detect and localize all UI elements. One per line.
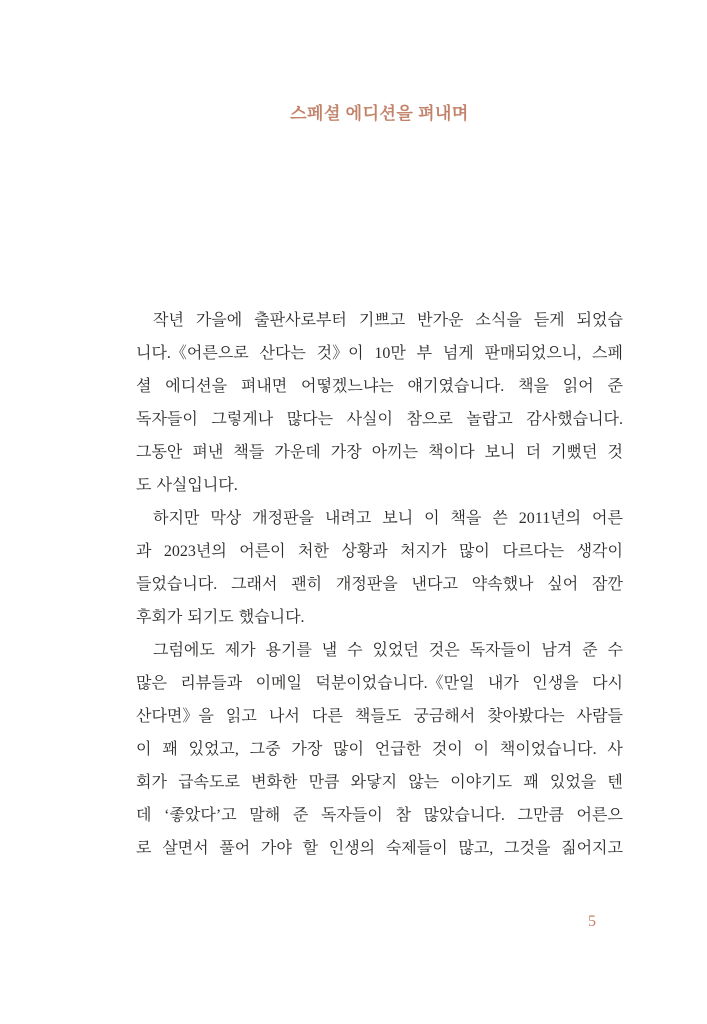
- text-line: 니다.《어른으로 산다는 것》이 10만 부 넘게 판매되었으니, 스페: [136, 345, 623, 362]
- text-line: 셜 에디션을 펴내면 어떻겠느냐는 얘기였습니다. 책을 읽어 준: [136, 378, 623, 395]
- page-number: 5: [588, 913, 596, 930]
- paragraph: [136, 634, 623, 865]
- text-line: 독자들이 그렇게나 많다는 사실이 참으로 놀랍고 감사했습니다.: [136, 411, 623, 428]
- text-line: 산다면》을 읽고 나서 다른 책들도 궁금해서 찾아봤다는 사람들: [136, 708, 623, 725]
- text-line: 회가 급속도로 변화한 만큼 와닿지 않는 이야기도 꽤 있었을 텐: [136, 774, 623, 791]
- text-line: 도 사실입니다.: [136, 477, 238, 494]
- text-line: 이 꽤 있었고, 그중 가장 많이 언급한 것이 이 책이었습니다. 사: [136, 741, 623, 758]
- text-line: 하지만 막상 개정판을 내려고 보니 이 책을 쓴 2011년의 어른: [153, 510, 623, 527]
- text-line: 그럼에도 제가 용기를 낼 수 있었던 것은 독자들이 남겨 준 수: [153, 642, 623, 659]
- text-line: 작년 가을에 출판사로부터 기쁘고 반가운 소식을 듣게 되었습: [153, 312, 623, 329]
- text-line: 로 살면서 풀어 가야 할 인생의 숙제들이 많고, 그것을 짊어지고: [136, 840, 623, 857]
- text-line: 과 2023년의 어른이 처한 상황과 처지가 많이 다르다는 생각이: [136, 543, 623, 560]
- body-text: [136, 304, 623, 865]
- text-line: 후회가 되기도 했습니다.: [136, 609, 305, 626]
- chapter-title: 스페셜 에디션을 펴내며: [290, 104, 469, 123]
- text-line: 들었습니다. 그래서 괜히 개정판을 낸다고 약속했나 싶어 잠깐: [136, 576, 623, 593]
- text-line: 데 ‘좋았다’고 말해 준 독자들이 참 많았습니다. 그만큼 어른으: [136, 807, 623, 824]
- paragraph: [136, 502, 623, 634]
- text-line: 많은 리뷰들과 이메일 덕분이었습니다.《만일 내가 인생을 다시: [136, 675, 623, 692]
- paragraph: [136, 304, 623, 502]
- text-line: 그동안 펴낸 책들 가운데 가장 아끼는 책이다 보니 더 기뻤던 것: [136, 444, 623, 461]
